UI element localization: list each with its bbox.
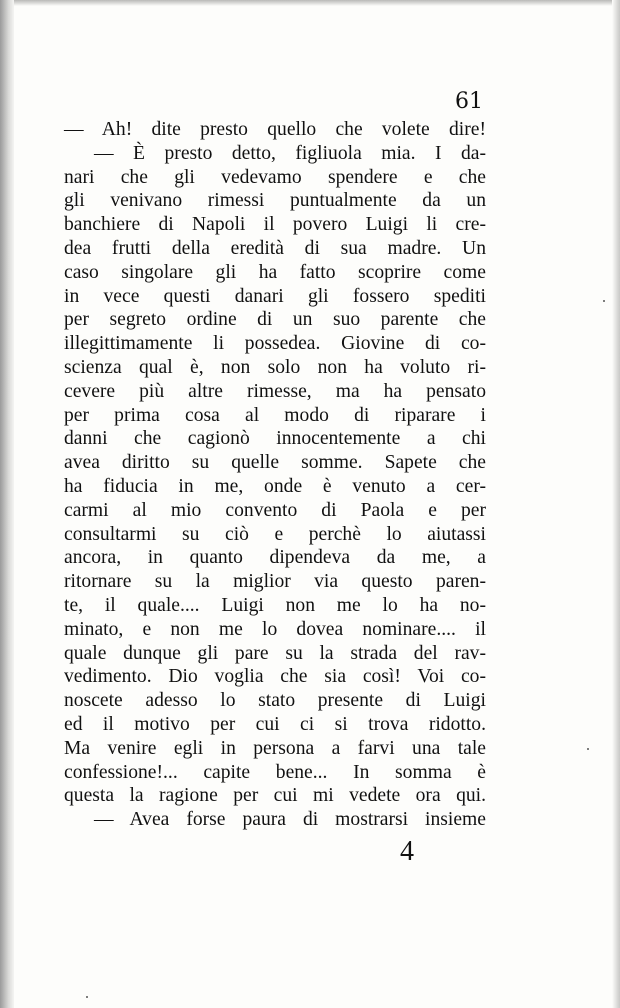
page-gutter-shadow <box>0 0 14 1008</box>
text-line: banchiere di Napoli il povero Luigi li cre- <box>64 214 486 236</box>
text-line: dea frutti della eredità di sua madre. Un <box>64 237 486 259</box>
text-line: quale dunque gli pare su la strada del rav- <box>64 642 486 664</box>
text-line: ritornare su la miglior via questo paren- <box>64 571 486 593</box>
text-line: — Ah! dite presto quello che volete dire! <box>64 119 486 140</box>
text-line: per prima cosa al modo di riparare i <box>64 404 486 426</box>
paper-speck <box>603 300 605 302</box>
signature-mark: 4 <box>400 836 414 867</box>
text-line: ancora, in quanto dipendeva da me, a <box>64 547 486 569</box>
text-line: questa la ragione per cui mi vedete ora qui. <box>64 785 486 807</box>
text-line: ha fiducia in me, onde è venuto a cer- <box>64 475 486 497</box>
page-top-edge <box>14 0 620 6</box>
text-line: consultarmi su ciò e perchè lo aiutassi <box>64 523 486 545</box>
text-line: Ma venire egli in persona a farvi una tale <box>64 737 486 759</box>
body-text <box>64 118 486 832</box>
page-number: 61 <box>455 89 483 114</box>
text-line: minato, e non me lo dovea nominare.... il <box>64 618 486 640</box>
text-line: gli venivano rimessi puntualmente da un <box>64 190 486 212</box>
text-line: illegittimamente li possedea. Giovine di co- <box>64 333 486 355</box>
text-line: per segreto ordine di un suo parente che <box>64 309 486 331</box>
text-line: avea diritto su quelle somme. Sapete che <box>64 452 486 474</box>
text-line: cevere più altre rimesse, ma ha pensato <box>64 380 486 402</box>
text-line: noscete adesso lo stato presente di Luigi <box>64 690 486 712</box>
text-line: in vece questi danari gli fossero spediti <box>64 285 486 307</box>
text-line: — Avea forse paura di mostrarsi insieme <box>94 809 486 831</box>
text-line: ed il motivo per cui ci si trova ridotto. <box>64 713 486 735</box>
text-line: te, il quale.... Luigi non me lo ha no- <box>64 594 486 616</box>
text-line: scienza qual è, non solo non ha voluto ri- <box>64 356 486 378</box>
paper-speck <box>587 748 589 750</box>
text-line: carmi al mio convento di Paola e per <box>64 499 486 521</box>
text-line: — È presto detto, figliuola mia. I da- <box>94 142 486 164</box>
text-line: caso singolare gli ha fatto scoprire come <box>64 261 486 283</box>
text-line: confessione!... capite bene... In somma è <box>64 761 486 783</box>
paper-speck <box>86 996 88 998</box>
page-right-edge <box>612 0 620 1008</box>
text-line: nari che gli vedevamo spendere e che <box>64 166 486 188</box>
text-line: vedimento. Dio voglia che sia così! Voi co- <box>64 666 486 688</box>
text-line: danni che cagionò innocentemente a chi <box>64 428 486 450</box>
